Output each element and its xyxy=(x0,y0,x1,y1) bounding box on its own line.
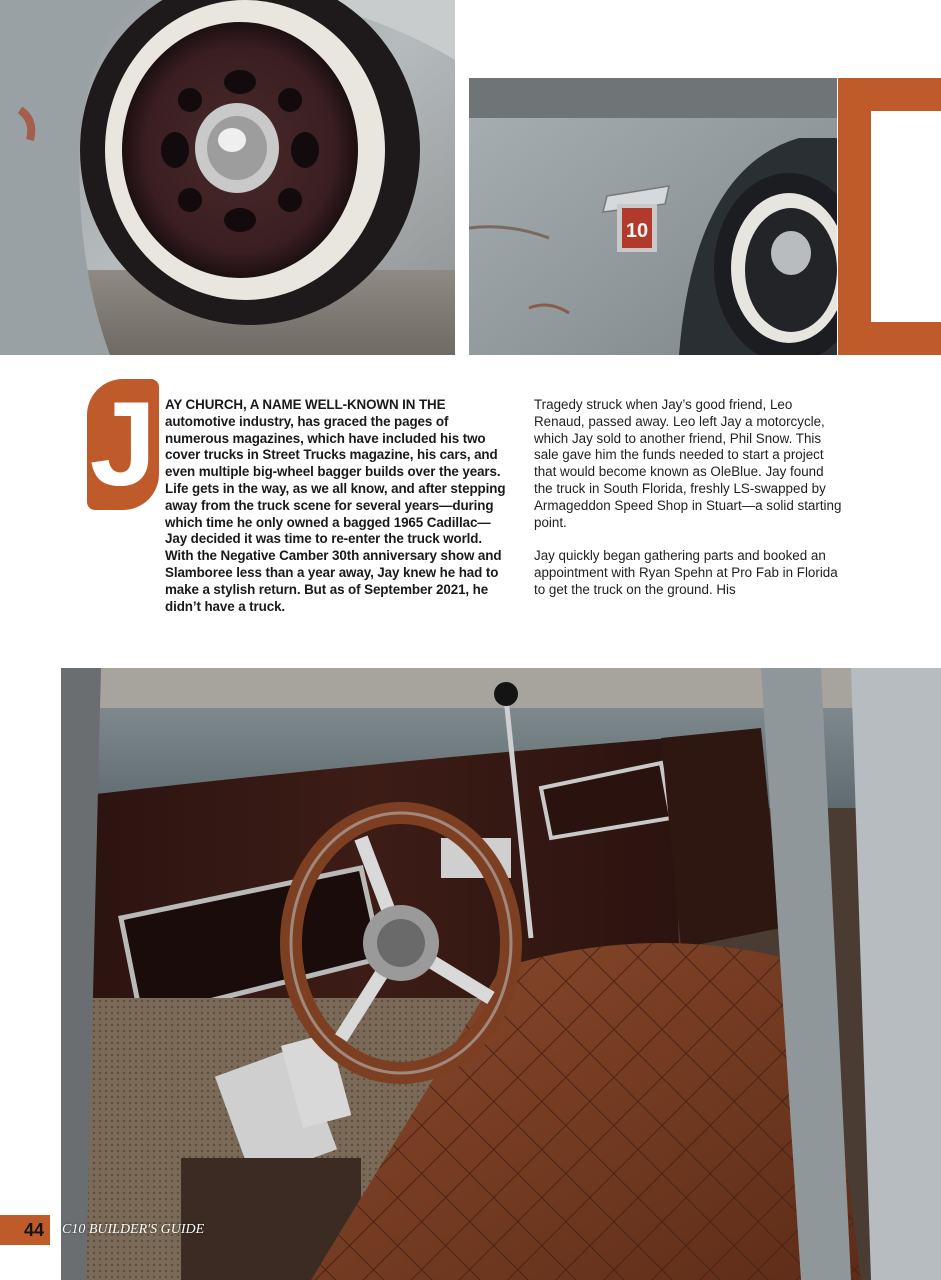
page-number: 44 xyxy=(0,1215,50,1245)
dropcap-letter: J xyxy=(87,379,159,510)
intro-lead-text: automotive industry, has graced the pages of numerous magazines, which have included his two cover trucks in Street Trucks magazine, his cars, and even multiple big-wheel bagger builds over the years. Life gets in the way, as we all know, and after stepping away from the truck scene for several years—during which time he only owned a bagged 1965 Cadillac—Jay decided it was time to re-enter the truck world. With the Negative Camber 30th anniversary show and Slamboree less than a year away, Jay knew he had to make a stylish return. But as of September 2021, he didn’t have a truck. xyxy=(165,413,506,614)
body-paragraph-3: Jay quickly began gathering parts and booked an appointment with Ryan Spehn at Pro Fab in Florida to get the truck on the ground. His xyxy=(534,548,838,597)
fender-badge-text: 10 xyxy=(625,220,649,242)
page-footer xyxy=(0,1215,204,1245)
intro-paragraph xyxy=(87,397,512,615)
body-paragraph-2: Tragedy struck when Jay’s good friend, Leo Renaud, passed away. Leo left Jay a motorcycle, which Jay sold to another friend, Phil Snow. This sale gave him the funds needed to start a project that would become known as OleBlue. Jay found the truck in South Florida, freshly LS-swapped by Armageddon Speed Shop in Stuart—a solid starting point. xyxy=(534,397,842,530)
fender-photo xyxy=(469,78,837,355)
intro-lead-caps: AY CHURCH, A NAME WELL-KNOWN IN THE xyxy=(165,397,446,412)
publication-title: C10 BUILDER'S GUIDE xyxy=(62,1222,205,1237)
interior-photo xyxy=(61,668,941,1280)
body-column-right xyxy=(534,397,844,615)
wheel-photo xyxy=(0,0,455,355)
orange-bracket-decoration xyxy=(838,78,941,355)
